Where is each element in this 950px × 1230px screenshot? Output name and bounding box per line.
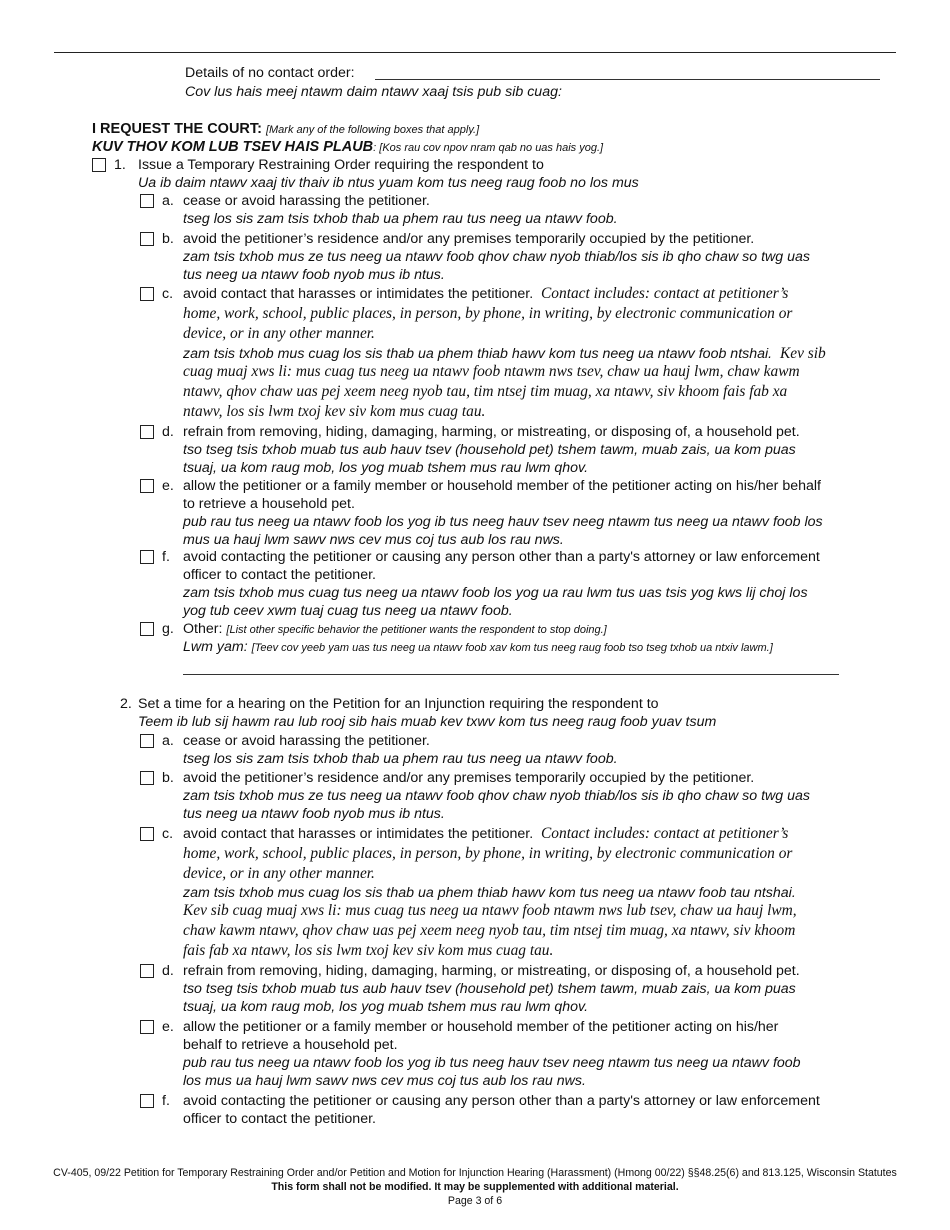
- details-input-line[interactable]: [375, 79, 880, 80]
- item1e-checkbox[interactable]: [140, 479, 154, 493]
- request-heading-hmong: KUV THOV KOM LUB TSEV HAIS PLAUB: [Kos rau cov npov nram qab no uas hais yog.]: [92, 139, 604, 155]
- item2b-checkbox[interactable]: [140, 771, 154, 785]
- item1d-letter: d.: [162, 424, 174, 440]
- item2e-text-2: behalf to retrieve a household pet.: [183, 1037, 398, 1053]
- footer-page-number: Page 3 of 6: [447, 1195, 503, 1207]
- item2e-translation-1: pub rau tus neeg ua ntawv foob los yog ib tus neeg hauv tsev neeg ntawm tus neeg ua ntawv foob: [183, 1055, 801, 1071]
- item2d-text: refrain from removing, hiding, damaging, harming, or mistreating, or disposing of, a household pet.: [183, 963, 800, 979]
- item1d-text: refrain from removing, hiding, damaging, harming, or mistreating, or disposing of, a household pet.: [183, 424, 800, 440]
- item1g-translation: Lwm yam: [Teev cov yeeb yam uas tus neeg ua ntawv foob xav kom tus neeg raug foob tso tseg txhob ua ntxiv lawm.]: [183, 639, 773, 655]
- item2e-translation-2: los mus ua hauj lwm sawv nws cev mus coj tus aub los rau nws.: [183, 1073, 586, 1089]
- item2b-letter: b.: [162, 770, 174, 786]
- item1e-translation-2: mus ua hauj lwm sawv nws cev mus coj tus aub los rau nws.: [183, 532, 564, 548]
- item1g-checkbox[interactable]: [140, 622, 154, 636]
- item2e-checkbox[interactable]: [140, 1020, 154, 1034]
- item1c-note-2: home, work, school, public places, in person, by phone, in writing, by electronic communication or: [183, 305, 793, 322]
- item2d-translation-1: tso tseg tsis txhob muab tus aub hauv tsev (household pet) tshem tawm, muab zais, ua kom puas: [183, 981, 796, 997]
- item1a-checkbox[interactable]: [140, 194, 154, 208]
- item1f-translation-1: zam tsis txhob mus cuag tus neeg ua ntawv foob los yog ua rau lwm tus uas tsis yog kws lij choj los: [183, 585, 808, 601]
- item1e-text-1: allow the petitioner or a family member or household member of the petitioner acting on his/her behalf: [183, 478, 821, 494]
- item2a-checkbox[interactable]: [140, 734, 154, 748]
- details-label: Details of no contact order:: [185, 65, 355, 81]
- item2f-letter: f.: [162, 1093, 170, 1109]
- item1b-checkbox[interactable]: [140, 232, 154, 246]
- item1d-checkbox[interactable]: [140, 425, 154, 439]
- item1d-translation-1: tso tseg tsis txhob muab tus aub hauv tsev (household pet) tshem tawm, muab zais, ua kom puas: [183, 442, 796, 458]
- item1e-letter: e.: [162, 478, 174, 494]
- request-heading: I REQUEST THE COURT: [Mark any of the following boxes that apply.]: [92, 121, 480, 137]
- item1f-translation-2: yog tub ceev xwm tuaj cuag tus neeg ua ntawv foob.: [183, 603, 513, 619]
- item2e-letter: e.: [162, 1019, 174, 1035]
- item2c-translation-3: chaw kawm ntawv, qhov chaw uas pej xeem neeg nyob tau, tim ntsej tim muag, xa ntawv, siv khoom: [183, 922, 796, 939]
- item1c-checkbox[interactable]: [140, 287, 154, 301]
- item1b-translation-1: zam tsis txhob mus ze tus neeg ua ntawv foob qhov chaw nyob thiab/los sis ib qho chaw so twg uas: [183, 249, 810, 265]
- item1g-letter: g.: [162, 621, 174, 637]
- item1b-text: avoid the petitioner’s residence and/or any premises temporarily occupied by the petitioner.: [183, 231, 755, 247]
- item2b-translation-2: tus neeg ua ntawv foob nyob mus ib ntus.: [183, 806, 445, 822]
- item2c-note-3: device, or in any other manner.: [183, 865, 375, 882]
- item1c-translation-2: cuag muaj xws li: mus cuag tus neeg ua ntawv foob ntawm nws tsev, chaw ua hauj lwm, chaw kawm: [183, 363, 800, 380]
- item1f-text-1: avoid contacting the petitioner or causing any person other than a party's attorney or law enforcement: [183, 549, 820, 565]
- item2-text: Set a time for a hearing on the Petition for an Injunction requiring the respondent to: [138, 696, 659, 712]
- item1a-translation: tseg los sis zam tsis txhob thab ua phem rau tus neeg ua ntawv foob.: [183, 211, 618, 227]
- item2c-checkbox[interactable]: [140, 827, 154, 841]
- item1g-other-input-line[interactable]: [183, 674, 839, 675]
- item1c-translation-3: ntawv, qhov chaw uas pej xeem neeg nyob tau, tim ntsej tim muag, xa ntawv, siv khoom fais fab xa: [183, 383, 788, 400]
- item2a-letter: a.: [162, 733, 174, 749]
- item1a-letter: a.: [162, 193, 174, 209]
- item1f-text-2: officer to contact the petitioner.: [183, 567, 376, 583]
- item1e-text-2: to retrieve a household pet.: [183, 496, 355, 512]
- item1-checkbox[interactable]: [92, 158, 106, 172]
- item2c-translation-4: fais fab xa ntawv, los sis lwm txoj kev siv kom mus cuag tau.: [183, 942, 554, 959]
- item1-number: 1.: [114, 157, 126, 173]
- item2a-text: cease or avoid harassing the petitioner.: [183, 733, 430, 749]
- top-rule: [54, 52, 896, 53]
- item2d-translation-2: tsuaj, ua kom raug mob, los yog muab tshem mus rau lwm qhov.: [183, 999, 589, 1015]
- item1c-letter: c.: [162, 286, 174, 302]
- item2c-text: avoid contact that harasses or intimidates the petitioner. Contact includes: contact at petitioner’s: [183, 825, 789, 842]
- item1g-text: Other: [List other specific behavior the petitioner wants the respondent to stop doing.]: [183, 621, 607, 637]
- details-translation: Cov lus hais meej ntawm daim ntawv xaaj tsis pub sib cuag:: [185, 84, 562, 100]
- item1b-translation-2: tus neeg ua ntawv foob nyob mus ib ntus.: [183, 267, 445, 283]
- item2d-checkbox[interactable]: [140, 964, 154, 978]
- item2b-translation-1: zam tsis txhob mus ze tus neeg ua ntawv foob qhov chaw nyob thiab/los sis ib qho chaw so twg uas: [183, 788, 810, 804]
- item1f-letter: f.: [162, 549, 170, 565]
- item1e-translation-1: pub rau tus neeg ua ntawv foob los yog ib tus neeg hauv tsev neeg ntawm tus neeg ua ntawv foob los: [183, 514, 823, 530]
- item1c-translation-4: ntawv, los sis lwm txoj kev siv kom mus cuag tau.: [183, 403, 486, 420]
- item1b-letter: b.: [162, 231, 174, 247]
- item1-text: Issue a Temporary Restraining Order requiring the respondent to: [138, 157, 544, 173]
- item2c-translation-2: Kev sib cuag muaj xws li: mus cuag tus neeg ua ntawv foob ntawm nws lub tsev, chaw ua hauj lwm,: [183, 902, 797, 919]
- item1-translation: Ua ib daim ntawv xaaj tiv thaiv ib ntus yuam kom tus neeg raug foob no los mus: [138, 175, 639, 191]
- item2f-checkbox[interactable]: [140, 1094, 154, 1108]
- item1d-translation-2: tsuaj, ua kom raug mob, los yog muab tshem mus rau lwm qhov.: [183, 460, 589, 476]
- item2-number: 2.: [120, 696, 132, 712]
- footer-form-info: CV-405, 09/22 Petition for Temporary Restraining Order and/or Petition and Motion for Injunction Hearing (Harassment) (Hmong 00/22) §§48.25(6) and 813.125, Wisconsin Statutes: [53, 1167, 897, 1179]
- item2f-text-1: avoid contacting the petitioner or causing any person other than a party's attorney or law enforcement: [183, 1093, 820, 1109]
- item1f-checkbox[interactable]: [140, 550, 154, 564]
- item1c-translation-1: zam tsis txhob mus cuag los sis thab ua phem thiab hawv kom tus neeg ua ntawv foob ntshai. Kev sib: [183, 345, 826, 362]
- footer-notice: This form shall not be modified. It may be supplemented with additional material.: [271, 1181, 679, 1193]
- item1c-note-3: device, or in any other manner.: [183, 325, 375, 342]
- item2c-letter: c.: [162, 826, 174, 842]
- item2e-text-1: allow the petitioner or a family member or household member of the petitioner acting on his/her: [183, 1019, 779, 1035]
- item2b-text: avoid the petitioner’s residence and/or any premises temporarily occupied by the petitioner.: [183, 770, 755, 786]
- item2-translation: Teem ib lub sij hawm rau lub rooj sib hais muab kev txwv kom tus neeg raug foob yuav tsum: [138, 714, 717, 730]
- item1a-text: cease or avoid harassing the petitioner.: [183, 193, 430, 209]
- item2c-translation-1: zam tsis txhob mus cuag los sis thab ua phem thiab hawv kom tus neeg ua ntawv foob tau ntshai.: [183, 885, 796, 901]
- item2f-text-2: officer to contact the petitioner.: [183, 1111, 376, 1127]
- item1c-text: avoid contact that harasses or intimidates the petitioner. Contact includes: contact at petitioner’s: [183, 285, 789, 302]
- item2a-translation: tseg los sis zam tsis txhob thab ua phem rau tus neeg ua ntawv foob.: [183, 751, 618, 767]
- item2d-letter: d.: [162, 963, 174, 979]
- item2c-note-2: home, work, school, public places, in person, by phone, in writing, by electronic communication or: [183, 845, 793, 862]
